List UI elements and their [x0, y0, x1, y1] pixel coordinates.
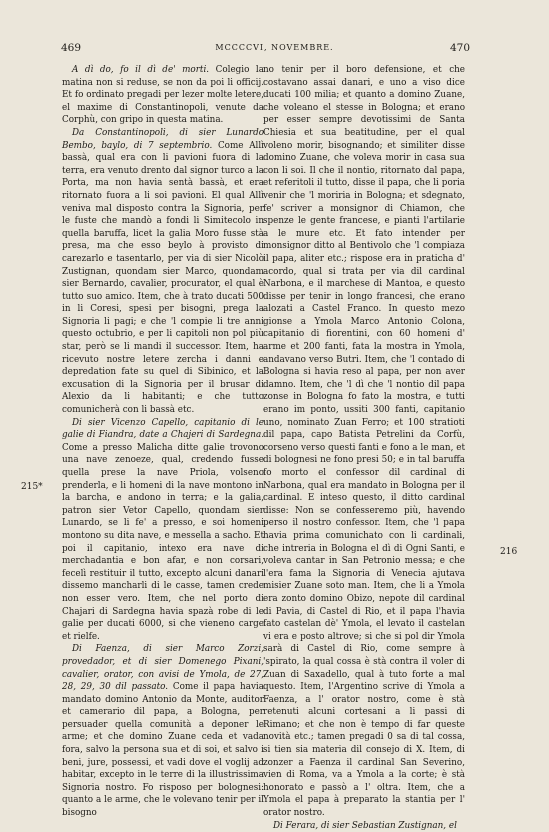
- margin-note-right: 216: [500, 547, 518, 557]
- left-column: [62, 64, 264, 820]
- paragraph: [62, 64, 264, 127]
- paragraph-text: Come Allì bassà, qual era con li pavioni fuora di la terra, era venuto drento dal signor turco a la Porta, ma non havia sentà bassà, et era ritornato fuora a li soi pavioni. El qual Allì veniva mal disposto contra la Signoria, per le fuste che mandò a fondi li Simitecolo in quella baruffa, licet la galia Moro fusse stà presa, ma che esso beylo à provisto di carezarlo e tasentarlo, per via di sier Nicolò Zustignan, quondam sier Marco, quondam sier Bernardo, cavalier, procurator, el qual è tutto suo amico. Item, che à trato ducati 500 in li Coresi, spesi per bisogni, prega la Signoria li pagi; e che 'l compie li tre anni questo octubrio, e per li capitoli non pol più star, però se li mandi il successor. Item, ha ricevuto nostre letere zercha i danni e depredation fate su quel di Sibinico, et la excusation di la Signoria per il brusar di Alexio da li habitanti; e che tutto comunicherà con li bassà etc.: [62, 140, 264, 416]
- paragraph-text: Colegio la matina non si reduse, se non da poi li officij. Et fo ordinato pregadi per lezer molte letere, el maxime di Constantinopoli, venute da Corphù, con gripo in questa matina.: [62, 65, 264, 126]
- page-number-right: 470: [449, 42, 470, 54]
- margin-note-left: 215*: [21, 482, 43, 492]
- paragraph: [263, 64, 465, 820]
- paragraph-heading: Da Constantinopoli, di sier Lunardo Bembo, baylo, di 7 septembrio.: [62, 127, 264, 151]
- paragraph-text: no tenir per il boro defensione, et che costavano assai danari, e uno a viso dice ducati 100 milia; et quanto a domino Zuane, che voleano el stesse in Bologna; et erano per esser sempre devotissimi de Santa Chiesia et sua beatitudine, per el qual voleno morir, bisognando; et similiter disse domino Zuane, che voleva morir in casa sua con li soi. Il che il nontio, ritornato dal papa, et referitoli il tutto, disse il papa, che li poria venir che 'l moriria in Bologna; et sdegnato, fe' scriver a monsignor di Chiamon, che spenze le gente francese, e pianti l'artilarie a le mure etc. Et fato intender per monsignor ditto al Bentivolo che 'l compiaza il papa, aliter etc.; rispose era in praticha d' acordo, qual si trata per via dil cardinal Narbona, e il marchese di Mantoa, e questo disse per tenir in longo francesi, che erano alozati a Castel Franco. In questo mezo gionse a Ymola Marco Antonio Colona, capitanio di fiorentini, con 60 homeni d' arme et 200 fanti, fata la mostra in Ymola, andavano verso Butri. Item, che 'l contado di Bologna si havia reso al papa, per non aver damno. Item, che 'l dì che 'l nontio dil papa zonse in Bologna fo fato la mostra, e tutti erano im ponto, ussiti 300 fanti, capitanio uno, nominato Zuan Ferro; et 100 stratioti dil papa, capo Batista Petrelini da Corfù, corseno verso questi fanti e fono a le man, et di bolognesi ne fono presi 50; e in tal baruffa fo morto el confessor dil cardinal di Narbona, qual era mandato in Bologna per il cardinal. E inteso questo, il ditto cardinal disse: Non se confesseremo più, havendo perso il nostro confessor. Item, che 'l papa havia prima comunichato con li cardinali, che intreria in Bologna el dì di Ogni Santi, e voleva cantar in San Petronio messa; e che l'era fama la Signoria di Venecia ajutava misier Zuane soto man. Item, che li a Ymola era zonto domino Obizo, nepote dil cardinal di Pavia, di Castel di Rio, et il papa l'havia fato castelan dè' Ymola, el levato il castelan vi era e posto altrove; si che si pol dir Ymola sarà di Castel di Rio, come sempre à 'spirato, la qual cossa è stà contra il voler di Zuan di Saxadello, qual à tuto forte a mal questo. Item, l'Argentino scrive di Ymola a Faenza, a l' orator nostro, come è stà retenuti alcuni cortesani a li passi di Rimano; et che non è tempo di far queste novità etc.; tamen pregadi 0 sa di tal cossa, si tien sia materia dil consejo di X. Item, di zonzer a Faenza il cardinal San Severino, vien di Roma, va a Ymola a la corte; è stà honorato e passò a l' oltra. Item, che a Ymola el papa à preparato la stantia per l' orator nostro.: [263, 65, 465, 819]
- running-header: [0, 42, 549, 56]
- paragraph: [62, 417, 264, 644]
- page-number-left: 469: [61, 42, 82, 54]
- paragraph: [62, 643, 264, 819]
- paragraph-heading: Di sier Vicenzo Capello, capitanio di le galie di Fiandra, date a Chajeri di Sardegna.: [62, 417, 264, 441]
- right-column: [263, 64, 465, 832]
- paragraph: [263, 820, 465, 832]
- running-title: MCCCCVI, NOVEMBRE.: [215, 43, 334, 52]
- paragraph: [62, 127, 264, 417]
- paragraph-text: Come il papa havia mandato domino Antonio da Monte, auditor et camerario dil papa, a Bologna, per persuader quella comunità a deponer le arme; et che domino Zuane ceda et vada fora, salvo la persona sua et di soi, et salvo i beni, jure, possessi, et vadi dove el voglij ad habitar, excepto in le terre di la illustrissima Signoria nostro. Fo risposo per bolognesi: quanto a le arme, che le volevano tenir per il bisogno: [62, 682, 264, 819]
- paragraph-text: Come a presso Malicha ditte galie trovono una nave zenoeze, qual, credendo fusse quella prese la nave Priola, volseno prenderla, e li homeni di la nave montono in la barcha, e andono in terra; e la galia, patron sier Vetor Capello, quondam sier Lunardo, se li fe' a presso, e soi homeni montono su dita nave, e messella a sacho. Et poi il capitanio, intexo era nave di merchadantia e bon afar, e non corsari, fecelì restituir il tutto, excepto alcuni danari dissemo mancharli di le casse, tamen crede non esser vero. Item, che nel porto di Chajari di Sardegna havia spazà robe di le galie per ducati 6000, si che vieneno carge et rielfe.: [62, 442, 264, 642]
- paragraph-heading: Di Ferara, di sier Sebastian Zustignan, el: [273, 820, 457, 831]
- paragraph-heading: A dì do, fo il dì de' morti.: [72, 65, 210, 75]
- paragraph-heading: Di Faenza, di sier Marco Zorzi, provedador, et di sier Domenego Pixani, cavalier, orator, con avisi de Ymola, de 27, 28, 29, 30 dil passato.: [62, 644, 264, 693]
